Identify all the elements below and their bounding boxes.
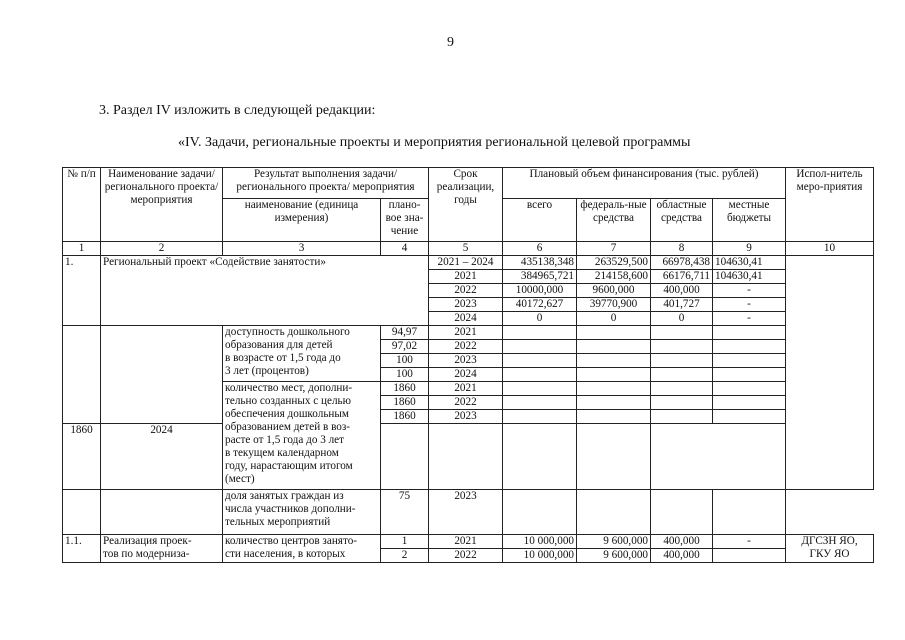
empty-cell bbox=[713, 490, 786, 535]
executor-cell bbox=[786, 535, 874, 563]
year-cell: 2021 – 2024 bbox=[429, 256, 503, 270]
col-number: 3 bbox=[223, 242, 381, 256]
year-cell: 2022 bbox=[429, 549, 503, 563]
empty-cell bbox=[713, 326, 786, 340]
indicator-value: 1860 bbox=[63, 424, 101, 490]
col-number: 5 bbox=[429, 242, 503, 256]
fin-total-cell: 10000,000 bbox=[503, 284, 577, 298]
col-number: 4 bbox=[381, 242, 429, 256]
indicator-line: в возрасте от 1,5 года до bbox=[225, 352, 341, 364]
sub-result-line: сти населения, в которых bbox=[225, 548, 346, 560]
col-number: 8 bbox=[651, 242, 713, 256]
fin-local-cell bbox=[713, 549, 786, 563]
col-number: 2 bbox=[101, 242, 223, 256]
year-cell: 2022 bbox=[429, 284, 503, 298]
empty-cell bbox=[713, 396, 786, 410]
year-cell: 2024 bbox=[429, 312, 503, 326]
indicator-line: расте от 1,5 года до 3 лет bbox=[225, 434, 345, 446]
col-number: 1 bbox=[63, 242, 101, 256]
empty-cell bbox=[713, 382, 786, 396]
empty-cell bbox=[503, 490, 577, 535]
indicator-value: 94,97 bbox=[381, 326, 429, 340]
empty-cell bbox=[503, 410, 577, 424]
empty-cell bbox=[503, 424, 577, 490]
indicator-line: образованием детей в воз- bbox=[225, 421, 351, 433]
empty-cell bbox=[713, 410, 786, 424]
fin-regional-cell: 66978,438 bbox=[651, 256, 713, 270]
fin-regional-cell: 400,000 bbox=[651, 284, 713, 298]
indicator-name bbox=[223, 382, 381, 490]
empty-cell bbox=[577, 396, 651, 410]
header-result: Результат выполнения задачи/ регионального проекта/ мероприятия bbox=[223, 168, 429, 199]
project-name: Региональный проект «Содействие занятости» bbox=[101, 256, 429, 326]
header-fin-total: всего bbox=[503, 199, 577, 242]
col-number: 9 bbox=[713, 242, 786, 256]
empty-cell bbox=[63, 326, 101, 424]
indicator-name bbox=[223, 490, 381, 535]
empty-cell bbox=[577, 490, 651, 535]
empty-cell bbox=[381, 424, 429, 490]
fin-regional-cell: 66176,711 bbox=[651, 270, 713, 284]
empty-cell bbox=[651, 490, 713, 535]
indicator-line: 3 лет (процентов) bbox=[225, 365, 309, 377]
year-cell: 2024 bbox=[429, 368, 503, 382]
fin-federal-cell: 9 600,000 bbox=[577, 549, 651, 563]
header-num: № п/п bbox=[63, 168, 101, 242]
indicator-line: образования для детей bbox=[225, 339, 333, 351]
indicator-value: 97,02 bbox=[381, 340, 429, 354]
executor-cell bbox=[786, 256, 874, 490]
fin-federal-cell: 0 bbox=[577, 312, 651, 326]
fin-local-cell: - bbox=[713, 312, 786, 326]
empty-cell bbox=[577, 368, 651, 382]
empty-cell bbox=[577, 424, 651, 490]
indicator-name bbox=[223, 326, 381, 382]
fin-local-cell: - bbox=[713, 284, 786, 298]
fin-federal-cell: 263529,500 bbox=[577, 256, 651, 270]
empty-cell bbox=[503, 340, 577, 354]
page-number: 9 bbox=[447, 35, 454, 50]
indicator-value: 75 bbox=[381, 490, 429, 535]
section-heading: «IV. Задачи, региональные проекты и мероприятия региональной целевой программы bbox=[178, 135, 691, 150]
indicator-value: 1 bbox=[381, 535, 429, 549]
year-cell: 2022 bbox=[429, 396, 503, 410]
empty-cell bbox=[651, 368, 713, 382]
indicator-line: тельных мероприятий bbox=[225, 516, 331, 528]
sub-num: 1.1. bbox=[63, 535, 101, 563]
indicator-value: 1860 bbox=[381, 410, 429, 424]
header-executor: Испол-нитель меро-приятия bbox=[786, 168, 874, 242]
indicator-line: обеспечения дошкольным bbox=[225, 408, 350, 420]
empty-cell bbox=[577, 354, 651, 368]
fin-local-cell: 104630,41 bbox=[713, 256, 786, 270]
indicator-value: 1860 bbox=[381, 396, 429, 410]
fin-total-cell: 10 000,000 bbox=[503, 535, 577, 549]
indicator-value: 100 bbox=[381, 354, 429, 368]
empty-cell bbox=[651, 326, 713, 340]
empty-cell bbox=[63, 490, 101, 535]
fin-federal-cell: 9600,000 bbox=[577, 284, 651, 298]
fin-total-cell: 40172,627 bbox=[503, 298, 577, 312]
empty-cell bbox=[577, 340, 651, 354]
fin-federal-cell: 214158,600 bbox=[577, 270, 651, 284]
indicator-line: тельно созданных с целью bbox=[225, 395, 351, 407]
year-cell: 2021 bbox=[429, 382, 503, 396]
empty-cell bbox=[651, 382, 713, 396]
sub-name-line: Реализация проек- bbox=[103, 535, 192, 547]
fin-local-cell: - bbox=[713, 298, 786, 312]
empty-cell bbox=[651, 410, 713, 424]
fin-total-cell: 0 bbox=[503, 312, 577, 326]
program-table bbox=[62, 167, 874, 563]
indicator-line: в текущем календарном bbox=[225, 447, 339, 459]
fin-federal-cell: 39770,900 bbox=[577, 298, 651, 312]
indicator-line: году, нарастающим итогом bbox=[225, 460, 353, 472]
fin-regional-cell: 0 bbox=[651, 312, 713, 326]
empty-cell bbox=[503, 326, 577, 340]
year-cell: 2022 bbox=[429, 340, 503, 354]
empty-cell bbox=[101, 326, 223, 424]
header-fin-local: местные бюджеты bbox=[713, 199, 786, 242]
sub-result bbox=[223, 535, 381, 563]
col-number: 10 bbox=[786, 242, 874, 256]
indicator-line: числа участников дополни- bbox=[225, 503, 356, 515]
col-number: 6 bbox=[503, 242, 577, 256]
header-result-plan: плано-вое зна-чение bbox=[381, 199, 429, 242]
empty-cell bbox=[503, 368, 577, 382]
fin-total-cell: 435138,348 bbox=[503, 256, 577, 270]
header-name: Наименование задачи/ регионального проекта/ мероприятия bbox=[101, 168, 223, 242]
fin-regional-cell: 400,000 bbox=[651, 535, 713, 549]
year-cell: 2023 bbox=[429, 354, 503, 368]
empty-cell bbox=[651, 354, 713, 368]
header-fin-regional: областные средства bbox=[651, 199, 713, 242]
header-result-name: наименование (единица измерения) bbox=[223, 199, 381, 242]
empty-cell bbox=[577, 410, 651, 424]
executor-line: ДГСЗН ЯО, bbox=[801, 535, 858, 547]
indicator-line: количество мест, дополни- bbox=[225, 382, 353, 394]
empty-cell bbox=[651, 396, 713, 410]
year-cell: 2023 bbox=[429, 298, 503, 312]
indicator-value: 2 bbox=[381, 549, 429, 563]
sub-result-line: количество центров занято- bbox=[225, 535, 358, 547]
project-num: 1. bbox=[63, 256, 101, 326]
sub-name bbox=[101, 535, 223, 563]
fin-local-cell: - bbox=[713, 535, 786, 549]
empty-cell bbox=[713, 354, 786, 368]
year-cell: 2021 bbox=[429, 326, 503, 340]
sub-name-line: тов по модерниза- bbox=[103, 548, 190, 560]
indicator-value: 100 bbox=[381, 368, 429, 382]
indicator-line: доля занятых граждан из bbox=[225, 490, 344, 502]
year-cell: 2023 bbox=[429, 490, 503, 535]
empty-cell bbox=[651, 340, 713, 354]
year-cell: 2021 bbox=[429, 535, 503, 549]
fin-total-cell: 384965,721 bbox=[503, 270, 577, 284]
empty-cell bbox=[101, 490, 223, 535]
intro-text: 3. Раздел IV изложить в следующей редакции: bbox=[99, 103, 376, 118]
year-cell: 2021 bbox=[429, 270, 503, 284]
empty-cell bbox=[503, 354, 577, 368]
executor-line: ГКУ ЯО bbox=[809, 548, 850, 560]
empty-cell bbox=[503, 382, 577, 396]
empty-cell bbox=[429, 424, 503, 490]
fin-regional-cell: 401,727 bbox=[651, 298, 713, 312]
empty-cell bbox=[577, 382, 651, 396]
indicator-line: (мест) bbox=[225, 473, 255, 485]
header-fin-federal: федераль-ные средства bbox=[577, 199, 651, 242]
year-cell: 2024 bbox=[101, 424, 223, 490]
header-financing: Плановый объем финансирования (тыс. рублей) bbox=[503, 168, 786, 199]
empty-cell bbox=[713, 368, 786, 382]
fin-federal-cell: 9 600,000 bbox=[577, 535, 651, 549]
indicator-value: 1860 bbox=[381, 382, 429, 396]
indicator-line: доступность дошкольного bbox=[225, 326, 350, 338]
empty-cell bbox=[577, 326, 651, 340]
empty-cell bbox=[713, 340, 786, 354]
fin-regional-cell: 400,000 bbox=[651, 549, 713, 563]
col-number: 7 bbox=[577, 242, 651, 256]
header-term: Срок реализации, годы bbox=[429, 168, 503, 242]
fin-total-cell: 10 000,000 bbox=[503, 549, 577, 563]
year-cell: 2023 bbox=[429, 410, 503, 424]
empty-cell bbox=[503, 396, 577, 410]
fin-local-cell: 104630,41 bbox=[713, 270, 786, 284]
